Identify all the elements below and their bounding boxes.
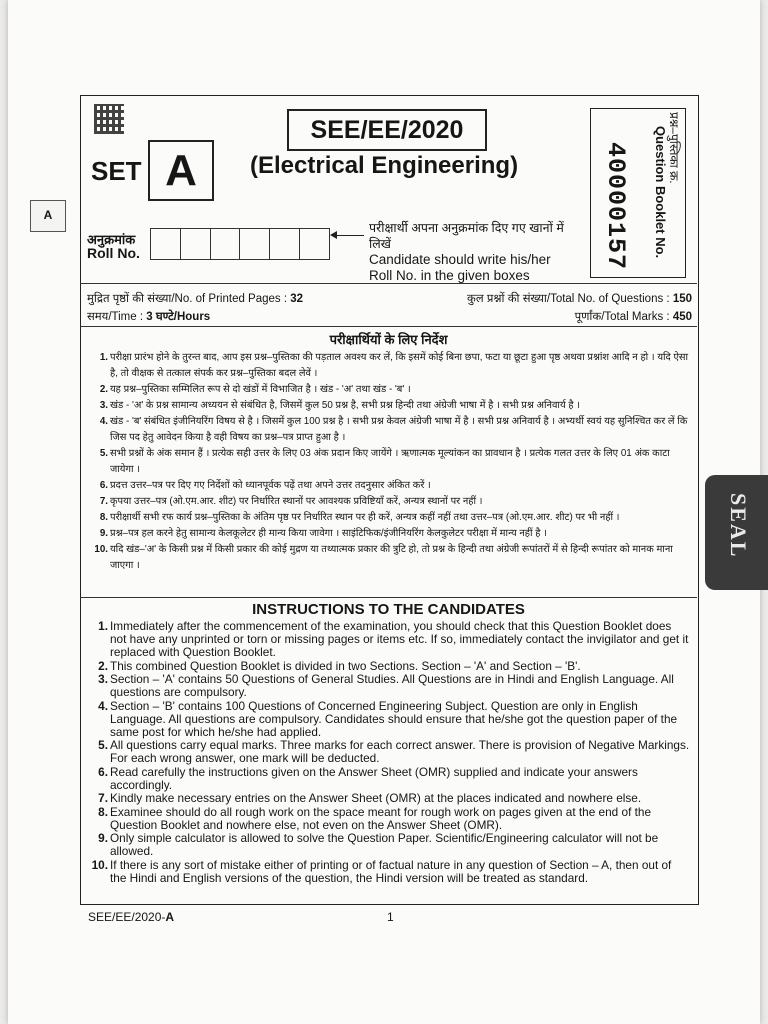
instruction-text: Section – 'A' contains 50 Questions of General Studies. All Questions are in Hindi and English Language. All questions are compulsory. (110, 672, 674, 699)
hindi-instruction-item (86, 350, 690, 382)
instruction-text: This combined Question Booklet is divided in two Sections. Section – 'A' and Section – 'B'. (110, 658, 581, 673)
time: समय/Time : 3 घण्टे/Hours (87, 311, 211, 323)
roll-number-boxes[interactable] (150, 228, 330, 260)
instruction-text: Only simple calculator is allowed to solve the Question Paper. Scientific/Engineering calculator will not be allowed. (110, 831, 659, 858)
instruction-number: 8. (98, 804, 108, 819)
instruction-text: Section – 'B' contains 100 Questions of Concerned Engineering Subject. Question are only in English Language. All questions are compulsory. Candidates should ensure that he/she got the question paper of the same post for which he/she had applied. (110, 698, 678, 739)
instruction-text: कृपया उत्तर–पत्र (ओ.एम.आर. शीट) पर निर्धारित स्थानों पर आवश्यक प्रविष्टियाँ करें, अन्यत्र स्थानों पर नहीं । (110, 496, 483, 507)
roll-digit-box[interactable] (181, 229, 211, 259)
instruction-number: 4. (99, 416, 108, 427)
instruction-number: 9. (98, 831, 108, 845)
roll-digit-box[interactable] (240, 229, 270, 259)
page-number: 1 (387, 910, 394, 924)
instruction-text: Kindly make necessary entries on the Answer Sheet (OMR) at the places indicated and nowhere else. (110, 791, 642, 805)
roll-instruction (369, 220, 589, 284)
english-instruction-item (86, 832, 690, 858)
roll-note-hindi: परीक्षार्थी अपना अनुक्रमांक दिए गए खानों में लिखें (369, 221, 564, 251)
subject-title: (Electrical Engineering) (250, 152, 519, 179)
instruction-number: 2. (98, 658, 108, 673)
hindi-instruction-item (86, 398, 690, 414)
instruction-number: 1. (98, 619, 108, 633)
english-instruction-item (86, 806, 690, 832)
english-instruction-item (86, 673, 690, 699)
roll-note-en-1: Candidate should write his/her (369, 252, 551, 267)
english-instruction-item (86, 859, 690, 885)
english-instructions-list (86, 620, 690, 885)
english-instruction-item (86, 620, 690, 659)
roll-digit-box[interactable] (211, 229, 241, 259)
instruction-text: If there is any sort of mistake either of printing or of factual nature in any question of Section – A, then out of the Hindi and English versions of the question, the Hindi version will be treated as standard. (110, 857, 672, 885)
hindi-instruction-item (86, 446, 690, 478)
qr-code-icon (94, 104, 124, 134)
english-instruction-item (86, 700, 690, 739)
hindi-instruction-item (86, 542, 690, 574)
english-instruction-item (86, 792, 690, 805)
printed-pages: मुद्रित पृष्ठों की संख्या/No. of Printed Pages : 32 (87, 293, 304, 305)
english-instruction-item (86, 766, 690, 792)
hindi-instructions-heading: परीक्षार्थियों के लिए निर्देश (329, 332, 448, 347)
instruction-number: 4. (98, 698, 108, 713)
instruction-number: 6. (99, 480, 108, 491)
roll-note-en-2: Roll No. in the given boxes (369, 268, 530, 283)
instruction-number: 2. (99, 384, 108, 395)
instruction-number: 3. (98, 672, 108, 686)
divider (80, 326, 697, 327)
english-instructions-heading: INSTRUCTIONS TO THE CANDIDATES (252, 601, 525, 618)
instruction-number: 7. (99, 496, 108, 507)
instruction-number: 3. (99, 400, 108, 411)
hindi-instruction-item (86, 510, 690, 526)
instruction-number: 8. (99, 512, 108, 523)
english-instruction-item (86, 739, 690, 765)
side-set-tab: A (30, 200, 66, 232)
divider (80, 597, 697, 598)
roll-digit-box[interactable] (270, 229, 300, 259)
arrow-left-icon (332, 235, 364, 236)
booklet-label: Question Booklet No. (653, 126, 668, 259)
instruction-text: परीक्षा प्रारंभ होने के तुरन्त बाद, आप इस प्रश्न–पुस्तिका की पड़ताल अवश्य कर लें, कि इसमें कोई बिना छपा, फटा या छूटा हुआ पृष्ठ अथवा प्रश्नांश आदि न हो । यदि ऐसा है, तो वीक्षक से तत्काल संपर्क कर प्रश्न–पुस्तिका बदल लेवें । (110, 352, 689, 379)
instruction-text: Examinee should do all rough work on the space meant for rough work on pages given at the end of the Question Booklet and nowhere else, not even on the Answer Sheet (OMR). (110, 804, 652, 832)
roll-digit-box[interactable] (151, 229, 181, 259)
hindi-instruction-item (86, 494, 690, 510)
instruction-number: 5. (99, 448, 108, 459)
booklet-number: 40000157 (601, 142, 630, 271)
instruction-number: 1. (99, 352, 108, 363)
hindi-instruction-item (86, 526, 690, 542)
roll-label: Roll No. (87, 245, 140, 261)
instruction-number: 10. (91, 857, 108, 872)
set-value: A (148, 140, 214, 201)
instruction-text: परीक्षार्थी सभी रफ कार्य प्रश्न–पुस्तिका के अंतिम पृष्ठ पर निर्धारित स्थान पर ही करें, अन्यत्र कहीं नहीं तथा उत्तर–पत्र (ओ.एम.आर. शीट) पर भी नहीं । (110, 512, 620, 523)
exam-code: SEE/EE/2020 (287, 109, 487, 151)
total-marks: पूर्णांक/Total Marks : 450 (574, 311, 692, 323)
instruction-text: Read carefully the instructions given on the Answer Sheet (OMR) supplied and indicate your answers accordingly. (110, 764, 638, 792)
hindi-instructions-list (86, 350, 690, 574)
instruction-text: यह प्रश्न–पुस्तिका सम्मिलित रूप से दो खंडों में विभाजित है । खंड - 'अ' तथा खंड - 'ब' । (110, 384, 411, 395)
roll-digit-box[interactable] (300, 229, 329, 259)
english-instruction-item (86, 660, 690, 673)
instruction-text: खंड - 'ब' संबंधित इंजीनियरिंग विषय से है । जिसमें कुल 100 प्रश्न है । सभी प्रश्न केवल अंग्रेजी भाषा में है । सभी प्रश्न अनिवार्य है । अभ्यर्थी स्वयं यह सुनिश्चित कर लें कि जिस पद हेतु आवेदन किया है वही विषय का प्रश्न–पत्र प्राप्त हुआ है । (110, 416, 688, 443)
instruction-number: 9. (99, 528, 108, 539)
divider (80, 283, 697, 284)
footer-code: SEE/EE/2020-A (88, 910, 175, 924)
instruction-text: Immediately after the commencement of the examination, you should check that this Question Booklet does not have any unprinted or torn or missing pages or items etc. If so, immediately contact the invigilator and get it replaced with Question Booklet. (110, 619, 689, 659)
instruction-number: 7. (98, 791, 108, 805)
set-label: SET (91, 156, 142, 186)
instruction-text: प्रश्न–पत्र हल करने हेतु सामान्य केलकूलेटर ही मान्य किया जावेगा । साइंटिफिक/इंजीनियरिंग केलकुलेटर परीक्षा में मान्य नहीं है । (110, 528, 547, 539)
seal-label: SEAL (726, 493, 751, 559)
instruction-number: 5. (98, 738, 108, 752)
hindi-instruction-item (86, 414, 690, 446)
instruction-text: All questions carry equal marks. Three marks for each correct answer. There is provision of Negative Markings. For each wrong answer, one mark will be deducted. (110, 738, 690, 765)
instruction-text: सभी प्रश्नों के अंक समान हैं । प्रत्येक सही उत्तर के लिए 03 अंक प्रदान किए जायेंगे । ऋणात्मक मूल्यांकन का प्रावधान है । प्रत्येक गलत उत्तर के लिए 01 अंक काटा जायेगा । (110, 448, 670, 475)
instruction-number: 10. (94, 544, 108, 555)
total-questions: कुल प्रश्नों की संख्या/Total No. of Questions : 150 (467, 293, 692, 305)
instruction-number: 6. (98, 764, 108, 779)
instruction-text: यदि खंड–'अ' के किसी प्रश्न में किसी प्रकार की कोई मुद्रण या तथ्यात्मक प्रकार की त्रुटि हो, तो प्रश्न के हिन्दी तथा अंग्रेजी रूपांतरों में से हिन्दी रूपांतर को मानक माना जाएगा । (110, 544, 673, 571)
seal-tab (705, 475, 768, 590)
instruction-text: खंड - 'अ' के प्रश्न सामान्य अध्ययन से संबंधित है, जिसमें कुल 50 प्रश्न है, सभी प्रश्न हिन्दी तथा अंग्रेजी भाषा में है । सभी प्रश्न अनिवार्य है । (110, 400, 581, 411)
hindi-instruction-item (86, 478, 690, 494)
roll-label-hindi: अनुक्रमांक (87, 232, 136, 247)
booklet-label-hindi: प्रश्न–पुस्तिका क्र. (667, 112, 681, 184)
hindi-instruction-item (86, 382, 690, 398)
instruction-text: प्रदत्त उत्तर–पत्र पर दिए गए निर्देशों को ध्यानपूर्वक पढ़ें तथा अपने उत्तर तदनुसार अंकित करें । (110, 480, 431, 491)
